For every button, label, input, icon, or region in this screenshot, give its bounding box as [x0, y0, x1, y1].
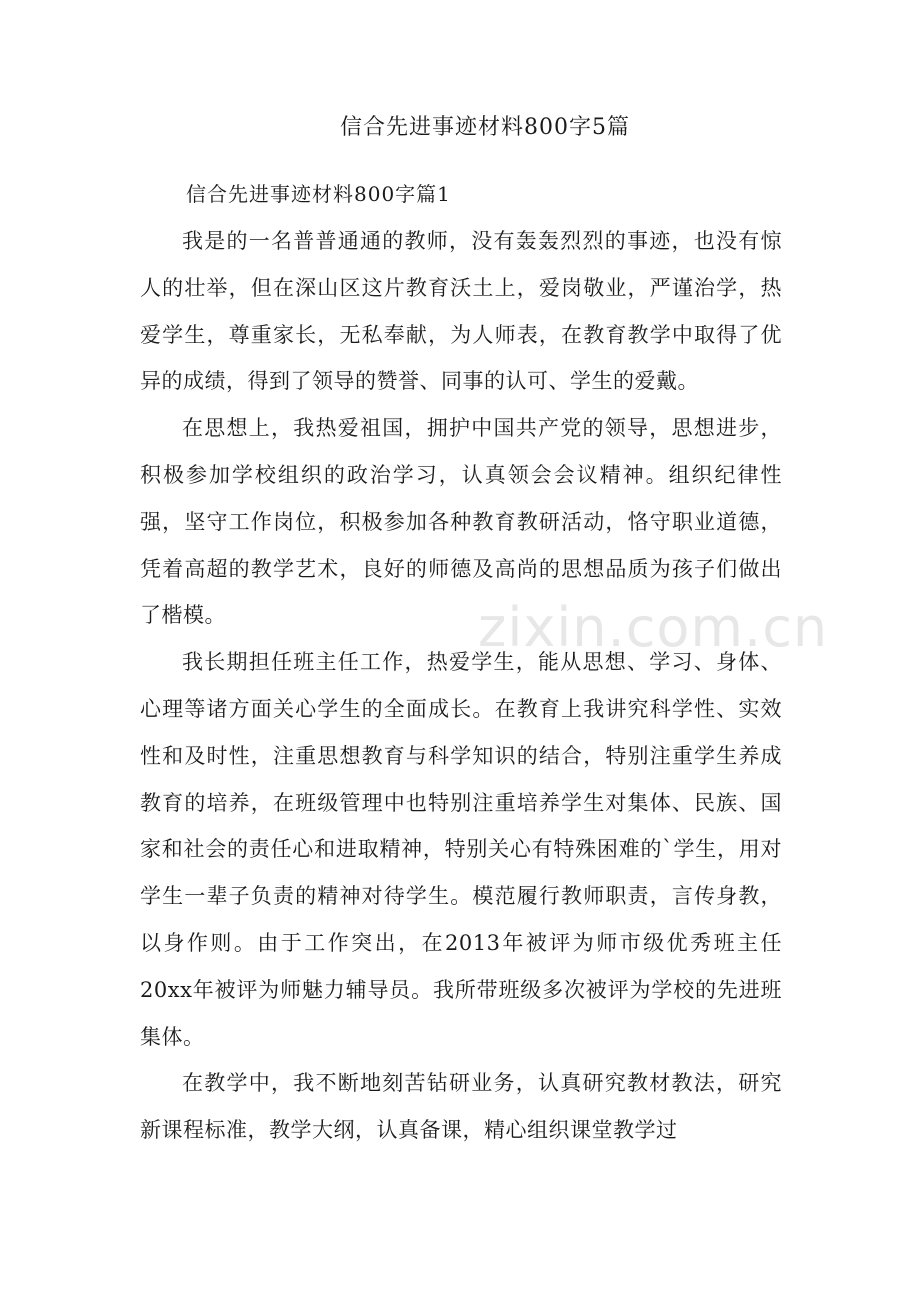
document-title: 信合先进事迹材料800字5篇 — [340, 115, 630, 140]
watermark: zixin.com.cn — [478, 596, 829, 659]
paragraph-4: 在教学中，我不断地刻苦钻研业务，认真研究教材教法，研究新课程标准，教学大纲，认真备课，精心组织课堂教学过 — [140, 1071, 782, 1143]
paragraph-1: 我是的一名普普通通的教师，没有轰轰烈烈的事迹，也没有惊人的壮举，但在深山区这片教育沃土上，爱岗敬业，严谨治学，热爱学生，尊重家长，无私奉献，为人师表，在教育教学中取得了优异的成绩，得到了领导的赞誉、同事的认可、学生的爱戴。 — [140, 229, 782, 394]
section-heading: 信合先进事迹材料800字篇1 — [186, 182, 451, 206]
paragraph-2: 在思想上，我热爱祖国，拥护中国共产党的领导，思想进步，积极参加学校组织的政治学习，认真领会会议精神。组织纪律性强，坚守工作岗位，积极参加各种教育教研活动，恪守职业道德，凭着高超的教学艺术，良好的师德及高尚的思想品质为孩子们做出了楷模。 — [140, 416, 782, 628]
paragraph-3: 我长期担任班主任工作，热爱学生，能从思想、学习、身体、心理等诸方面关心学生的全面成长。在教育上我讲究科学性、实效性和及时性，注重思想教育与科学知识的结合，特别注重学生养成教育的培养，在班级管理中也特别注重培养学生对集体、民族、国家和社会的责任心和进取精神，特别关心有特殊困难的`学生，用对学生一辈子负责的精神对待学生。模范履行教师职责，言传身教，以身作则。由于工作突出，在2013年被评为师市级优秀班主任20xx年被评为师魅力辅导员。我所带班级多次被评为学校的先进班集体。 — [140, 650, 782, 1049]
document-body — [140, 218, 782, 1154]
